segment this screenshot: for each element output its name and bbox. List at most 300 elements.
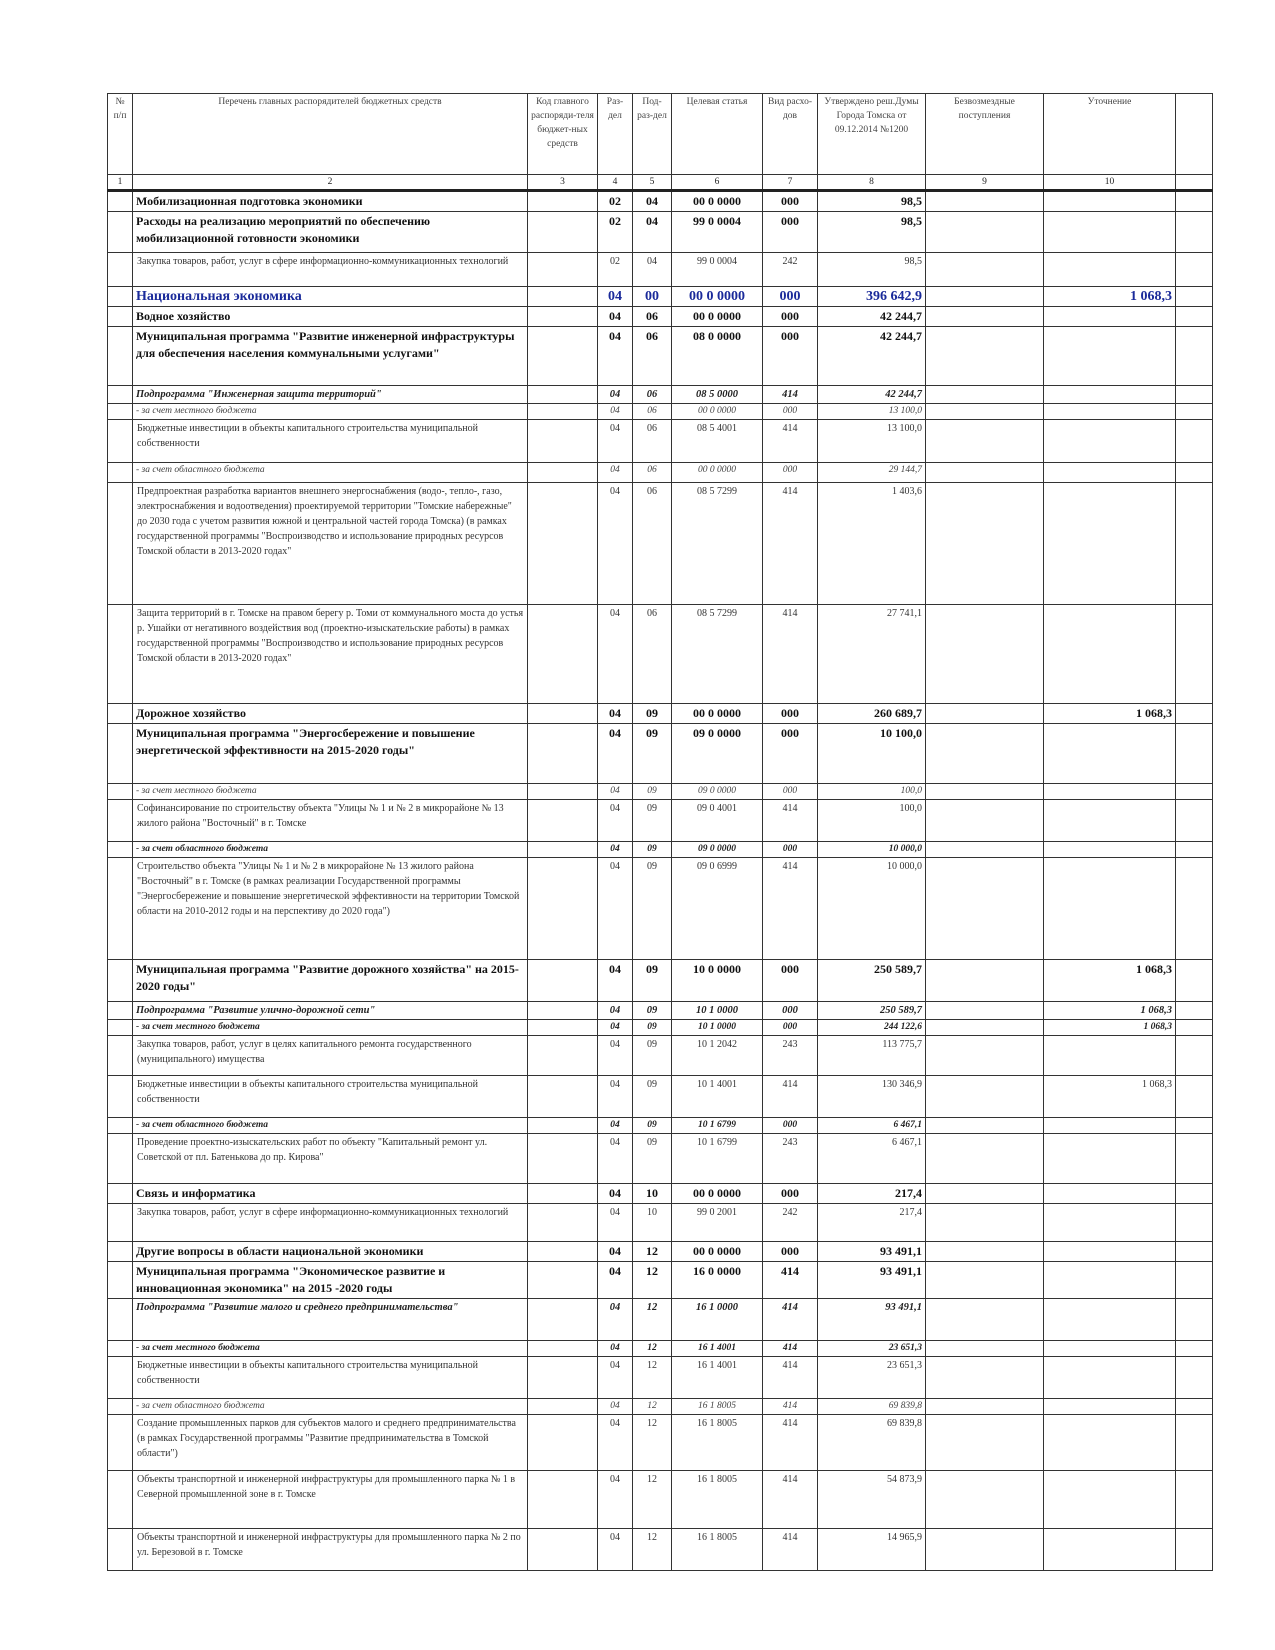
cell-col-number — [108, 1020, 133, 1036]
cell-col-code — [528, 800, 598, 842]
cell-col-vid: 000 — [763, 704, 818, 724]
header-col-extra — [1176, 94, 1213, 175]
cell-col-code — [528, 404, 598, 420]
cell-col-change — [1044, 1299, 1176, 1341]
cell-col-extra — [1176, 1242, 1213, 1262]
table-row — [108, 724, 1213, 784]
cell-col-number — [108, 1529, 133, 1571]
cell-col-extra — [1176, 1262, 1213, 1299]
cell-col-vid: 000 — [763, 1020, 818, 1036]
cell-col-free — [926, 960, 1044, 1002]
cell-col-target: 10 1 2042 — [672, 1036, 763, 1076]
cell-col-change — [1044, 1262, 1176, 1299]
cell-col-name: Подпрограмма "Инженерная защита территорий" — [133, 386, 528, 404]
cell-col-vid: 414 — [763, 1341, 818, 1357]
cell-col-vid: 414 — [763, 1262, 818, 1299]
cell-col-change: 1 068,3 — [1044, 287, 1176, 307]
cell-col-podrazdel: 12 — [633, 1415, 672, 1471]
cell-col-code — [528, 191, 598, 212]
cell-col-number — [108, 704, 133, 724]
cell-col-name: Расходы на реализацию мероприятий по обеспечению мобилизационной готовности экономики — [133, 212, 528, 253]
number-col-extra — [1176, 175, 1213, 191]
cell-col-approved: 13 100,0 — [818, 404, 926, 420]
cell-col-razdel: 04 — [598, 1357, 633, 1399]
cell-col-podrazdel: 04 — [633, 191, 672, 212]
cell-col-extra — [1176, 704, 1213, 724]
cell-col-name: Подпрограмма "Развитие малого и среднего предпринимательства" — [133, 1299, 528, 1341]
cell-col-change — [1044, 1036, 1176, 1076]
cell-col-vid: 000 — [763, 784, 818, 800]
cell-col-razdel: 04 — [598, 404, 633, 420]
cell-col-approved: 42 244,7 — [818, 386, 926, 404]
cell-col-change — [1044, 1204, 1176, 1242]
table-row — [108, 483, 1213, 605]
cell-col-vid: 000 — [763, 842, 818, 858]
cell-col-vid: 242 — [763, 1204, 818, 1242]
cell-col-extra — [1176, 842, 1213, 858]
cell-col-number — [108, 212, 133, 253]
cell-col-podrazdel: 09 — [633, 960, 672, 1002]
cell-col-code — [528, 483, 598, 605]
cell-col-free — [926, 420, 1044, 463]
cell-col-free — [926, 724, 1044, 784]
cell-col-extra — [1176, 212, 1213, 253]
table-row — [108, 1002, 1213, 1020]
cell-col-code — [528, 842, 598, 858]
cell-col-code — [528, 1118, 598, 1134]
cell-col-number — [108, 253, 133, 287]
cell-col-change — [1044, 404, 1176, 420]
cell-col-free — [926, 212, 1044, 253]
cell-col-free — [926, 842, 1044, 858]
cell-col-vid: 242 — [763, 253, 818, 287]
table-row — [108, 1299, 1213, 1341]
header-col-change: Уточнение — [1044, 94, 1176, 175]
cell-col-code — [528, 1020, 598, 1036]
cell-col-target: 16 1 8005 — [672, 1399, 763, 1415]
table-row — [108, 1036, 1213, 1076]
cell-col-target: 16 1 4001 — [672, 1341, 763, 1357]
cell-col-razdel: 04 — [598, 1341, 633, 1357]
cell-col-name: Строительство объекта "Улицы № 1 и № 2 в микрорайоне № 13 жилого района "Восточный" в г. Томске (в рамках реализации Государственной программы "Энергосбережение и повышение энергетической эффективности на территории Томской области на 2010-2012 годы и на перспективу до 2020 года") — [133, 858, 528, 960]
cell-col-name: Водное хозяйство — [133, 307, 528, 327]
cell-col-free — [926, 1002, 1044, 1020]
cell-col-code — [528, 212, 598, 253]
cell-col-podrazdel: 12 — [633, 1299, 672, 1341]
cell-col-extra — [1176, 1184, 1213, 1204]
cell-col-podrazdel: 06 — [633, 483, 672, 605]
cell-col-razdel: 04 — [598, 605, 633, 704]
cell-col-code — [528, 287, 598, 307]
cell-col-target: 08 5 7299 — [672, 605, 763, 704]
cell-col-free — [926, 191, 1044, 212]
cell-col-name: Закупка товаров, работ, услуг в целях капитального ремонта государственного (муниципального) имущества — [133, 1036, 528, 1076]
cell-col-change — [1044, 784, 1176, 800]
cell-col-free — [926, 1357, 1044, 1399]
cell-col-razdel: 04 — [598, 1204, 633, 1242]
cell-col-extra — [1176, 1118, 1213, 1134]
cell-col-target: 99 0 2001 — [672, 1204, 763, 1242]
cell-col-approved: 10 100,0 — [818, 724, 926, 784]
cell-col-number — [108, 1415, 133, 1471]
cell-col-extra — [1176, 724, 1213, 784]
cell-col-name: Бюджетные инвестиции в объекты капитального строительства муниципальной собственности — [133, 1357, 528, 1399]
cell-col-number — [108, 724, 133, 784]
cell-col-name: - за счет областного бюджета — [133, 1399, 528, 1415]
header-col-name: Перечень главных распорядителей бюджетных средств — [133, 94, 528, 175]
header-col-razdel: Раз-дел — [598, 94, 633, 175]
cell-col-razdel: 02 — [598, 212, 633, 253]
cell-col-free — [926, 307, 1044, 327]
table-row — [108, 327, 1213, 386]
cell-col-extra — [1176, 1357, 1213, 1399]
table-row — [108, 463, 1213, 483]
cell-col-podrazdel: 09 — [633, 800, 672, 842]
cell-col-extra — [1176, 287, 1213, 307]
cell-col-name: Бюджетные инвестиции в объекты капитального строительства муниципальной собственности — [133, 420, 528, 463]
cell-col-number — [108, 1341, 133, 1357]
cell-col-extra — [1176, 420, 1213, 463]
cell-col-razdel: 04 — [598, 1529, 633, 1571]
cell-col-number — [108, 404, 133, 420]
cell-col-podrazdel: 10 — [633, 1204, 672, 1242]
cell-col-name: Проведение проектно-изыскательских работ по объекту "Капитальный ремонт ул. Советской от пл. Батенькова до пр. Кирова" — [133, 1134, 528, 1184]
number-col-name: 2 — [133, 175, 528, 191]
cell-col-vid: 414 — [763, 420, 818, 463]
cell-col-free — [926, 704, 1044, 724]
cell-col-approved: 54 873,9 — [818, 1471, 926, 1529]
table-row — [108, 287, 1213, 307]
header-col-podrazdel: Под-раз-дел — [633, 94, 672, 175]
cell-col-number — [108, 800, 133, 842]
cell-col-change — [1044, 858, 1176, 960]
cell-col-razdel: 04 — [598, 1134, 633, 1184]
number-col-razdel: 4 — [598, 175, 633, 191]
table-row — [108, 1471, 1213, 1529]
cell-col-podrazdel: 12 — [633, 1242, 672, 1262]
cell-col-change: 1 068,3 — [1044, 960, 1176, 1002]
cell-col-change — [1044, 605, 1176, 704]
cell-col-target: 10 1 6799 — [672, 1134, 763, 1184]
cell-col-podrazdel: 12 — [633, 1341, 672, 1357]
cell-col-target: 09 0 4001 — [672, 800, 763, 842]
cell-col-razdel: 04 — [598, 1184, 633, 1204]
cell-col-number — [108, 191, 133, 212]
cell-col-number — [108, 463, 133, 483]
cell-col-approved: 10 000,0 — [818, 842, 926, 858]
cell-col-change — [1044, 1357, 1176, 1399]
cell-col-name: Объекты транспортной и инженерной инфраструктуры для промышленного парка № 1 в Северной промышленной зоне в г. Томске — [133, 1471, 528, 1529]
cell-col-target: 99 0 0004 — [672, 253, 763, 287]
cell-col-razdel: 04 — [598, 800, 633, 842]
cell-col-target: 16 1 4001 — [672, 1357, 763, 1399]
cell-col-vid: 000 — [763, 1242, 818, 1262]
cell-col-code — [528, 327, 598, 386]
cell-col-approved: 10 000,0 — [818, 858, 926, 960]
cell-col-free — [926, 1529, 1044, 1571]
cell-col-razdel: 04 — [598, 858, 633, 960]
cell-col-change — [1044, 1415, 1176, 1471]
cell-col-extra — [1176, 1471, 1213, 1529]
cell-col-target: 08 5 7299 — [672, 483, 763, 605]
cell-col-target: 00 0 0000 — [672, 1184, 763, 1204]
cell-col-razdel: 04 — [598, 1036, 633, 1076]
cell-col-name: Муниципальная программа "Экономическое развитие и инновационная экономика" на 2015 -2020 годы — [133, 1262, 528, 1299]
cell-col-target: 00 0 0000 — [672, 704, 763, 724]
cell-col-name: Подпрограмма "Развитие улично-дорожной сети" — [133, 1002, 528, 1020]
cell-col-code — [528, 960, 598, 1002]
cell-col-number — [108, 1242, 133, 1262]
cell-col-name: Защита территорий в г. Томске на правом берегу р. Томи от коммунального моста до устья р. Ушайки от негативного воздействия вод (проектно-изыскательские работы) в рамках государственной программы "Воспроизводство и использование природных ресурсов Томской области в 2013-2020 годах" — [133, 605, 528, 704]
cell-col-razdel: 04 — [598, 386, 633, 404]
cell-col-target: 00 0 0000 — [672, 307, 763, 327]
cell-col-code — [528, 1341, 598, 1357]
cell-col-name: - за счет местного бюджета — [133, 784, 528, 800]
cell-col-approved: 14 965,9 — [818, 1529, 926, 1571]
cell-col-approved: 93 491,1 — [818, 1242, 926, 1262]
table-row — [108, 307, 1213, 327]
cell-col-change — [1044, 463, 1176, 483]
column-number-row — [108, 175, 1213, 191]
cell-col-code — [528, 1242, 598, 1262]
number-col-change: 10 — [1044, 175, 1176, 191]
cell-col-razdel: 04 — [598, 1076, 633, 1118]
cell-col-change — [1044, 386, 1176, 404]
number-col-number: 1 — [108, 175, 133, 191]
cell-col-podrazdel: 12 — [633, 1471, 672, 1529]
cell-col-code — [528, 1184, 598, 1204]
cell-col-number — [108, 420, 133, 463]
cell-col-extra — [1176, 1299, 1213, 1341]
cell-col-approved: 27 741,1 — [818, 605, 926, 704]
cell-col-podrazdel: 06 — [633, 404, 672, 420]
cell-col-extra — [1176, 1076, 1213, 1118]
cell-col-code — [528, 858, 598, 960]
cell-col-vid: 414 — [763, 1076, 818, 1118]
cell-col-free — [926, 1262, 1044, 1299]
cell-col-approved: 93 491,1 — [818, 1262, 926, 1299]
table-row — [108, 1242, 1213, 1262]
cell-col-approved: 113 775,7 — [818, 1036, 926, 1076]
header-row — [108, 94, 1213, 175]
cell-col-number — [108, 1357, 133, 1399]
cell-col-approved: 250 589,7 — [818, 960, 926, 1002]
cell-col-approved: 130 346,9 — [818, 1076, 926, 1118]
cell-col-extra — [1176, 253, 1213, 287]
cell-col-code — [528, 307, 598, 327]
cell-col-change — [1044, 1399, 1176, 1415]
cell-col-razdel: 04 — [598, 960, 633, 1002]
cell-col-podrazdel: 09 — [633, 724, 672, 784]
cell-col-target: 10 0 0000 — [672, 960, 763, 1002]
cell-col-name: Дорожное хозяйство — [133, 704, 528, 724]
cell-col-target: 10 1 0000 — [672, 1002, 763, 1020]
cell-col-extra — [1176, 1399, 1213, 1415]
header-col-approved: Утверждено реш.Думы Города Томска от 09.12.2014 №1200 — [818, 94, 926, 175]
cell-col-razdel: 04 — [598, 1415, 633, 1471]
cell-col-name: Муниципальная программа "Энергосбережение и повышение энергетической эффективности на 2015-2020 годы" — [133, 724, 528, 784]
cell-col-razdel: 04 — [598, 1002, 633, 1020]
cell-col-code — [528, 386, 598, 404]
cell-col-vid: 414 — [763, 483, 818, 605]
table-row — [108, 253, 1213, 287]
cell-col-target: 16 1 0000 — [672, 1299, 763, 1341]
cell-col-change — [1044, 800, 1176, 842]
cell-col-target: 10 1 4001 — [672, 1076, 763, 1118]
cell-col-code — [528, 420, 598, 463]
cell-col-free — [926, 1020, 1044, 1036]
cell-col-approved: 217,4 — [818, 1184, 926, 1204]
table-row — [108, 784, 1213, 800]
cell-col-target: 08 5 0000 — [672, 386, 763, 404]
table-row — [108, 191, 1213, 212]
table-row — [108, 1399, 1213, 1415]
cell-col-code — [528, 704, 598, 724]
cell-col-name: - за счет областного бюджета — [133, 842, 528, 858]
cell-col-razdel: 02 — [598, 253, 633, 287]
number-col-approved: 8 — [818, 175, 926, 191]
cell-col-vid: 000 — [763, 307, 818, 327]
cell-col-podrazdel: 12 — [633, 1529, 672, 1571]
cell-col-number — [108, 1134, 133, 1184]
cell-col-vid: 414 — [763, 386, 818, 404]
cell-col-razdel: 04 — [598, 1262, 633, 1299]
cell-col-podrazdel: 09 — [633, 842, 672, 858]
table-row — [108, 1529, 1213, 1571]
table-row — [108, 1415, 1213, 1471]
cell-col-change — [1044, 212, 1176, 253]
cell-col-razdel: 02 — [598, 191, 633, 212]
cell-col-target: 00 0 0000 — [672, 191, 763, 212]
cell-col-free — [926, 605, 1044, 704]
cell-col-number — [108, 287, 133, 307]
table-row — [108, 800, 1213, 842]
cell-col-target: 00 0 0000 — [672, 1242, 763, 1262]
cell-col-code — [528, 1529, 598, 1571]
header-col-free: Безвозмездные поступления — [926, 94, 1044, 175]
cell-col-free — [926, 784, 1044, 800]
cell-col-vid: 000 — [763, 191, 818, 212]
cell-col-target: 00 0 0000 — [672, 463, 763, 483]
cell-col-free — [926, 1299, 1044, 1341]
cell-col-code — [528, 784, 598, 800]
cell-col-number — [108, 1076, 133, 1118]
cell-col-free — [926, 1184, 1044, 1204]
cell-col-code — [528, 1076, 598, 1118]
cell-col-name: Муниципальная программа "Развитие дорожного хозяйства" на 2015-2020 годы" — [133, 960, 528, 1002]
cell-col-free — [926, 463, 1044, 483]
cell-col-number — [108, 1036, 133, 1076]
cell-col-extra — [1176, 191, 1213, 212]
cell-col-vid: 000 — [763, 212, 818, 253]
number-col-podrazdel: 5 — [633, 175, 672, 191]
cell-col-target: 16 1 8005 — [672, 1471, 763, 1529]
cell-col-podrazdel: 06 — [633, 463, 672, 483]
cell-col-podrazdel: 09 — [633, 1020, 672, 1036]
cell-col-vid: 414 — [763, 1415, 818, 1471]
cell-col-razdel: 04 — [598, 327, 633, 386]
cell-col-razdel: 04 — [598, 463, 633, 483]
cell-col-approved: 244 122,6 — [818, 1020, 926, 1036]
cell-col-approved: 396 642,9 — [818, 287, 926, 307]
cell-col-approved: 29 144,7 — [818, 463, 926, 483]
table-row — [108, 1262, 1213, 1299]
cell-col-approved: 98,5 — [818, 212, 926, 253]
cell-col-free — [926, 1399, 1044, 1415]
cell-col-free — [926, 327, 1044, 386]
cell-col-podrazdel: 04 — [633, 212, 672, 253]
cell-col-free — [926, 483, 1044, 605]
table-row — [108, 960, 1213, 1002]
cell-col-name: - за счет областного бюджета — [133, 1118, 528, 1134]
cell-col-extra — [1176, 605, 1213, 704]
cell-col-code — [528, 1002, 598, 1020]
cell-col-number — [108, 1184, 133, 1204]
cell-col-vid: 414 — [763, 1529, 818, 1571]
cell-col-podrazdel: 06 — [633, 386, 672, 404]
cell-col-podrazdel: 09 — [633, 1134, 672, 1184]
cell-col-vid: 414 — [763, 605, 818, 704]
cell-col-vid: 414 — [763, 1471, 818, 1529]
table-row — [108, 404, 1213, 420]
cell-col-vid: 414 — [763, 1299, 818, 1341]
cell-col-vid: 414 — [763, 1399, 818, 1415]
table-row — [108, 1118, 1213, 1134]
cell-col-change — [1044, 724, 1176, 784]
cell-col-target: 09 0 0000 — [672, 724, 763, 784]
cell-col-extra — [1176, 784, 1213, 800]
budget-table — [107, 93, 1213, 1571]
cell-col-vid: 000 — [763, 1118, 818, 1134]
cell-col-free — [926, 1118, 1044, 1134]
cell-col-number — [108, 307, 133, 327]
cell-col-razdel: 04 — [598, 1242, 633, 1262]
cell-col-code — [528, 1299, 598, 1341]
cell-col-approved: 23 651,3 — [818, 1341, 926, 1357]
cell-col-podrazdel: 00 — [633, 287, 672, 307]
cell-col-number — [108, 842, 133, 858]
cell-col-change — [1044, 1134, 1176, 1184]
cell-col-extra — [1176, 1341, 1213, 1357]
cell-col-target: 16 1 8005 — [672, 1415, 763, 1471]
cell-col-extra — [1176, 386, 1213, 404]
cell-col-free — [926, 253, 1044, 287]
number-col-code: 3 — [528, 175, 598, 191]
cell-col-free — [926, 1415, 1044, 1471]
cell-col-podrazdel: 12 — [633, 1262, 672, 1299]
table-row — [108, 1204, 1213, 1242]
cell-col-vid: 000 — [763, 1184, 818, 1204]
table-row — [108, 1357, 1213, 1399]
table-row — [108, 605, 1213, 704]
cell-col-number — [108, 1118, 133, 1134]
cell-col-change — [1044, 842, 1176, 858]
number-col-free: 9 — [926, 175, 1044, 191]
cell-col-free — [926, 858, 1044, 960]
cell-col-approved: 1 403,6 — [818, 483, 926, 605]
cell-col-change — [1044, 1529, 1176, 1571]
cell-col-extra — [1176, 327, 1213, 386]
cell-col-vid: 000 — [763, 960, 818, 1002]
table-row — [108, 1184, 1213, 1204]
cell-col-extra — [1176, 1529, 1213, 1571]
cell-col-change: 1 068,3 — [1044, 704, 1176, 724]
cell-col-target: 08 5 4001 — [672, 420, 763, 463]
cell-col-approved: 100,0 — [818, 800, 926, 842]
cell-col-free — [926, 1242, 1044, 1262]
cell-col-approved: 23 651,3 — [818, 1357, 926, 1399]
cell-col-name: Бюджетные инвестиции в объекты капитального строительства муниципальной собственности — [133, 1076, 528, 1118]
